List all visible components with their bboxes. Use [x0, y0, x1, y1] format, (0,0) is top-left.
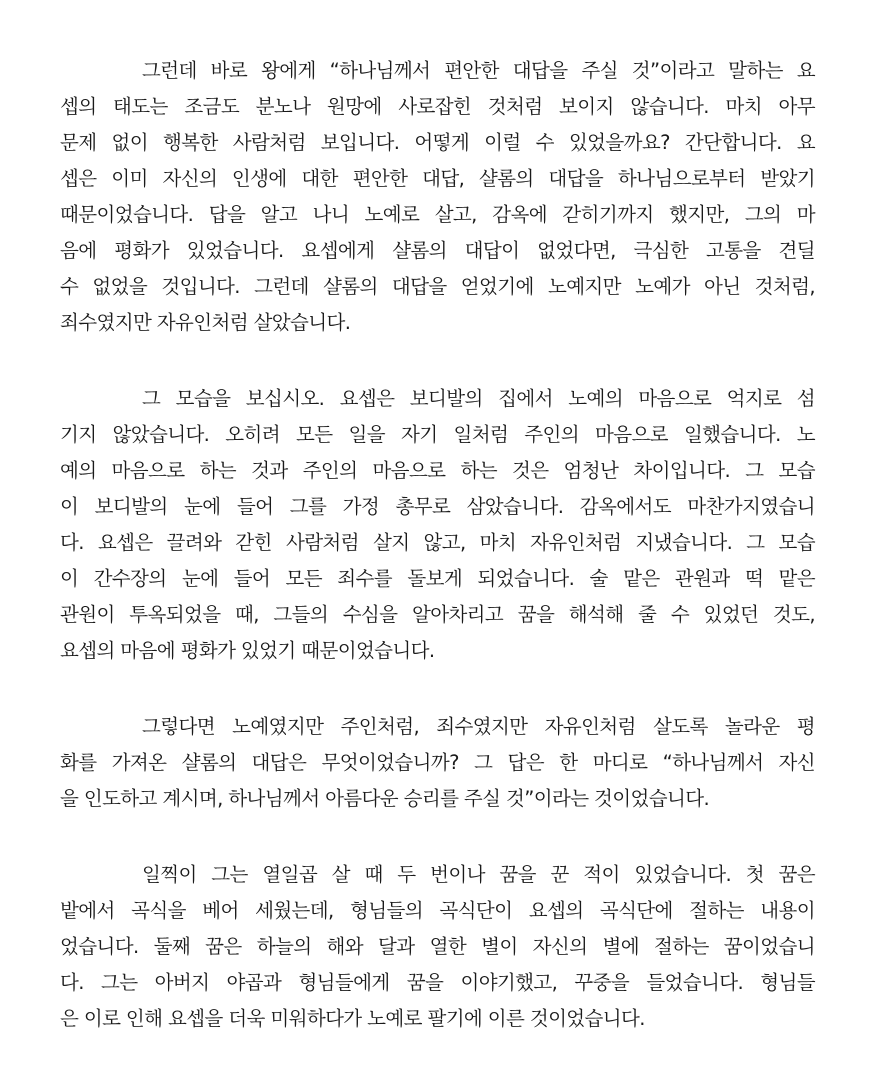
text-line: 었습니다. 둘째 꿈은 하늘의 해와 달과 열한 별이 자신의 별에 절하는 꿈이었습니	[60, 935, 815, 958]
text-line: 은 이로 인해 요셉을 더욱 미워하다가 노예로 팔기에 이른 것이었습니다.	[60, 1007, 645, 1030]
text-line: 그런데 바로 왕에게 “하나님께서 편안한 대답을 주실 것”이라고 말하는 요	[142, 59, 815, 82]
text-line: 죄수였지만 자유인처럼 살았습니다.	[60, 311, 351, 334]
text-line: 기지 않았습니다. 오히려 모든 일을 자기 일처럼 주인의 마음으로 일했습니다. 노	[60, 423, 815, 446]
text-line: 그렇다면 노예였지만 주인처럼, 죄수였지만 자유인처럼 살도록 놀라운 평	[142, 715, 815, 738]
text-line: 화를 가져온 샬롬의 대답은 무엇이었습니까? 그 답은 한 마디로 “하나님께서 자신	[60, 751, 815, 774]
paragraph-2	[60, 381, 815, 669]
paragraph-4	[60, 857, 815, 1037]
text-line: 다. 그는 아버지 야곱과 형님들에게 꿈을 이야기했고, 꾸중을 들었습니다. 형님들	[60, 971, 815, 994]
text-line: 문제 없이 행복한 사람처럼 보입니다. 어떻게 이럴 수 있었을까요? 간단합니다. 요	[60, 131, 815, 154]
text-line: 요셉의 마음에 평화가 있었기 때문이었습니다.	[60, 639, 435, 662]
text-line: 을 인도하고 계시며, 하나님께서 아름다운 승리를 주실 것”이라는 것이었습니다.	[60, 787, 710, 810]
paragraph-1	[60, 53, 815, 341]
text-line: 다. 요셉은 끌려와 갇힌 사람처럼 살지 않고, 마치 자유인처럼 지냈습니다. 그 모습	[60, 531, 815, 554]
paragraph-3	[60, 709, 815, 817]
text-line: 이 보디발의 눈에 들어 그를 가정 총무로 삼았습니다. 감옥에서도 마찬가지였습니	[60, 495, 815, 518]
text-line: 셉의 태도는 조금도 분노나 원망에 사로잡힌 것처럼 보이지 않습니다. 마치 아무	[60, 95, 815, 118]
text-line: 이 간수장의 눈에 들어 모든 죄수를 돌보게 되었습니다. 술 맡은 관원과 떡 맡은	[60, 567, 815, 590]
text-line: 관원이 투옥되었을 때, 그들의 수심을 알아차리고 꿈을 해석해 줄 수 있었던 것도,	[60, 603, 815, 626]
text-line: 음에 평화가 있었습니다. 요셉에게 샬롬의 대답이 없었다면, 극심한 고통을 견딜	[60, 239, 815, 262]
document-page	[60, 53, 815, 1077]
text-line: 일찍이 그는 열일곱 살 때 두 번이나 꿈을 꾼 적이 있었습니다. 첫 꿈은	[142, 863, 815, 886]
text-line: 셉은 이미 자신의 인생에 대한 편안한 대답, 샬롬의 대답을 하나님으로부터 받았기	[60, 167, 815, 190]
text-line: 그 모습을 보십시오. 요셉은 보디발의 집에서 노예의 마음으로 억지로 섬	[142, 387, 815, 410]
text-line: 수 없었을 것입니다. 그런데 샬롬의 대답을 얻었기에 노예지만 노예가 아닌 것처럼,	[60, 275, 815, 298]
text-line: 때문이었습니다. 답을 알고 나니 노예로 살고, 감옥에 갇히기까지 했지만, 그의 마	[60, 203, 815, 226]
text-line: 예의 마음으로 하는 것과 주인의 마음으로 하는 것은 엄청난 차이입니다. 그 모습	[60, 459, 815, 482]
text-line: 밭에서 곡식을 베어 세웠는데, 형님들의 곡식단이 요셉의 곡식단에 절하는 내용이	[60, 899, 815, 922]
